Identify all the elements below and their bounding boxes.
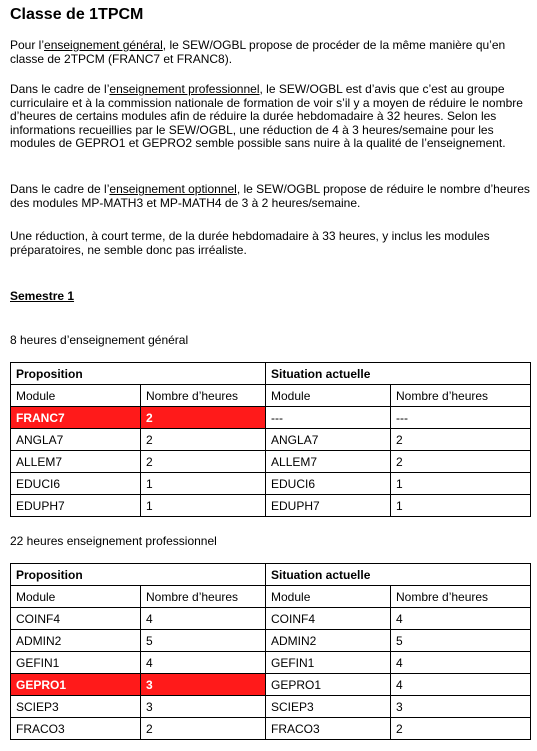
cell-hours: 2 <box>391 429 531 451</box>
cell-hours: 4 <box>391 674 531 696</box>
cell-hours: --- <box>391 407 531 429</box>
table-row <box>11 630 531 652</box>
paragraph-text: Une réduction, à court terme, de la durée hebdomadaire à 33 heures, y inclus les modules préparatoires, ne semble donc pas irréaliste. <box>10 229 490 257</box>
paragraph-text: , le SEW/OGBL est d’avis que c’est au groupe curriculaire et à la commission nationale de formation de voir s’il y a moyen de réduire le nombre d’heures de certains modules afin de réduire la durée hebdomadaire à 32 heures. Selon les informations recueillies par le SEW/OGBL, une réduction de 4 à 3 heures/semaine pour les modules de GEPRO1 et GEPRO2 semble possible sans nuire à la qualité de l’enseignement. <box>10 82 523 151</box>
cell-module: --- <box>266 407 391 429</box>
table-row <box>11 696 531 718</box>
table-row <box>11 451 531 473</box>
cell-hours: 1 <box>141 495 266 517</box>
group-current: Situation actuelle <box>266 363 531 385</box>
table-general <box>10 362 531 517</box>
cell-module: FRACO3 <box>266 718 391 740</box>
col-hours: Nombre d’heures <box>141 586 266 608</box>
col-module: Module <box>266 385 391 407</box>
table-row <box>11 652 531 674</box>
paragraph-optional <box>10 183 530 210</box>
cell-module: GEPRO1 <box>266 674 391 696</box>
cell-module: ADMIN2 <box>11 630 141 652</box>
cell-hours: 2 <box>141 718 266 740</box>
cell-hours: 2 <box>141 407 266 429</box>
cell-module: ADMIN2 <box>266 630 391 652</box>
cell-hours: 1 <box>391 473 531 495</box>
paragraph-text: Dans le cadre de l’ <box>10 82 110 96</box>
cell-hours: 2 <box>141 451 266 473</box>
table-group-header <box>11 564 531 586</box>
paragraph-text: Dans le cadre de l’ <box>10 182 110 196</box>
cell-module: GEPRO1 <box>11 674 141 696</box>
table-row <box>11 407 531 429</box>
group-proposition: Proposition <box>11 363 266 385</box>
table-group-header <box>11 363 531 385</box>
table-caption-general: 8 heures d’enseignement général <box>10 333 189 347</box>
group-current: Situation actuelle <box>266 564 531 586</box>
underlined-term: enseignement général <box>44 38 163 52</box>
paragraph-conclusion <box>10 230 530 257</box>
cell-module: COINF4 <box>11 608 141 630</box>
col-hours: Nombre d’heures <box>391 385 531 407</box>
col-module: Module <box>266 586 391 608</box>
cell-hours: 1 <box>391 495 531 517</box>
table-row <box>11 495 531 517</box>
semester-heading: Semestre 1 <box>10 289 75 303</box>
cell-module: SCIEP3 <box>11 696 141 718</box>
cell-hours: 4 <box>141 608 266 630</box>
table-professional <box>10 563 531 740</box>
col-hours: Nombre d’heures <box>391 586 531 608</box>
paragraph-professional <box>10 83 530 151</box>
cell-hours: 4 <box>391 652 531 674</box>
cell-hours: 4 <box>141 652 266 674</box>
table-row <box>11 473 531 495</box>
cell-module: EDUCI6 <box>11 473 141 495</box>
cell-module: COINF4 <box>266 608 391 630</box>
cell-hours: 3 <box>141 696 266 718</box>
group-proposition: Proposition <box>11 564 266 586</box>
table-caption-professional: 22 heures enseignement professionnel <box>10 534 217 548</box>
cell-module: EDUPH7 <box>266 495 391 517</box>
cell-hours: 5 <box>391 630 531 652</box>
table-column-header <box>11 385 531 407</box>
table-row <box>11 608 531 630</box>
cell-hours: 2 <box>391 451 531 473</box>
cell-module: FRACO3 <box>11 718 141 740</box>
cell-module: ALLEM7 <box>266 451 391 473</box>
underlined-term: enseignement optionnel <box>109 182 237 196</box>
table-row <box>11 429 531 451</box>
paragraph-text: , le SEW/OGBL propose de procéder de la même manière qu’en classe de 2TPCM (FRANC7 et FRANC8). <box>10 38 506 66</box>
paragraph-general <box>10 39 530 66</box>
cell-module: EDUCI6 <box>266 473 391 495</box>
cell-hours: 2 <box>141 429 266 451</box>
paragraph-text: Pour l’ <box>10 38 45 52</box>
cell-module: ANGLA7 <box>11 429 141 451</box>
cell-hours: 5 <box>141 630 266 652</box>
cell-module: FRANC7 <box>11 407 141 429</box>
cell-module: ALLEM7 <box>11 451 141 473</box>
table-column-header <box>11 586 531 608</box>
cell-module: ANGLA7 <box>266 429 391 451</box>
cell-hours: 3 <box>391 696 531 718</box>
cell-hours: 2 <box>391 718 531 740</box>
cell-module: GEFIN1 <box>11 652 141 674</box>
underlined-term: enseignement professionnel <box>109 82 260 96</box>
paragraph-text: , le SEW/OGBL propose de réduire le nombre d’heures des modules MP-MATH3 et MP-MATH4 de 3 à 2 heures/semaine. <box>10 182 530 210</box>
cell-hours: 3 <box>141 674 266 696</box>
col-module: Module <box>11 586 141 608</box>
table-row <box>11 674 531 696</box>
cell-module: SCIEP3 <box>266 696 391 718</box>
cell-module: EDUPH7 <box>11 495 141 517</box>
page-title: Classe de 1TPCM <box>10 6 144 23</box>
cell-module: GEFIN1 <box>266 652 391 674</box>
cell-hours: 1 <box>141 473 266 495</box>
table-row <box>11 718 531 740</box>
cell-hours: 4 <box>391 608 531 630</box>
col-module: Module <box>11 385 141 407</box>
col-hours: Nombre d’heures <box>141 385 266 407</box>
